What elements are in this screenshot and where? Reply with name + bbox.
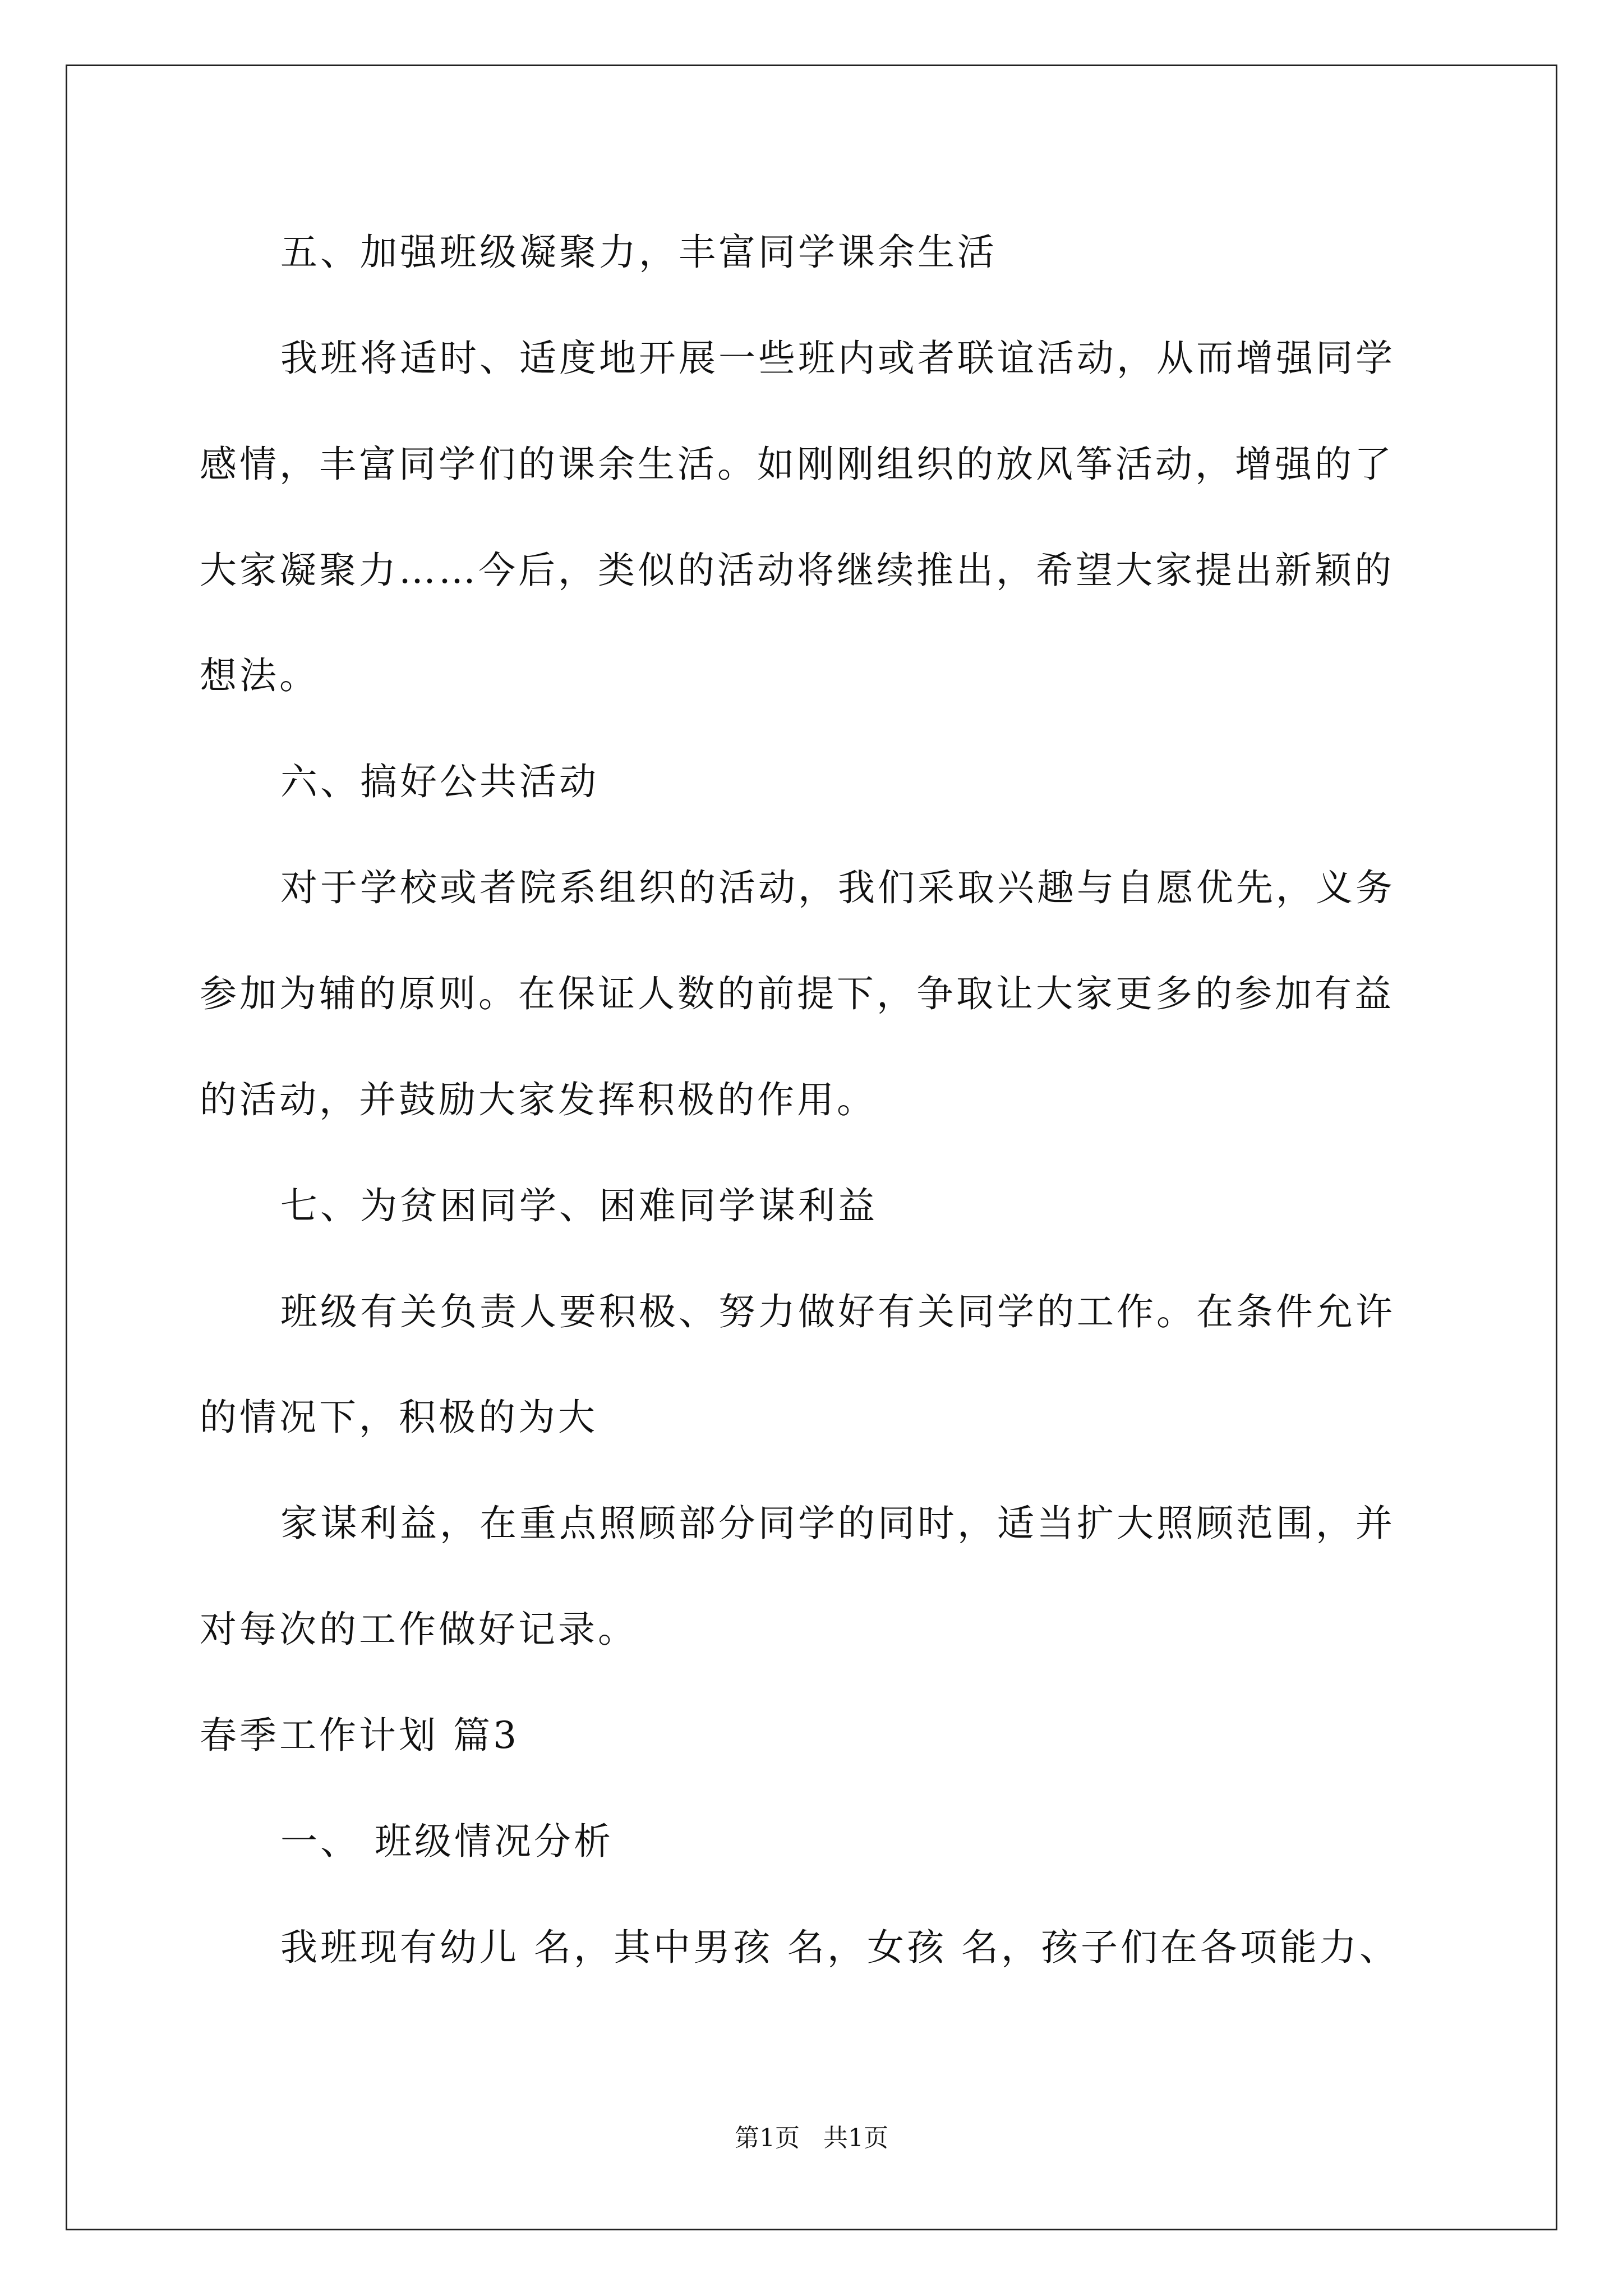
paragraph-line: 对每次的工作做好记录。 (200, 1608, 638, 1651)
paragraph-line: 班级有关负责人要积极、努力做好有关同学的工作。在条件允许 (280, 1290, 1395, 1333)
paragraph-line: 感情，丰富同学们的课余生活。如刚刚组织的放风筝活动，增强的了 (200, 443, 1394, 486)
section-heading-1: 一、 班级情况分析 (280, 1820, 614, 1863)
paragraph-line: 想法。 (200, 654, 319, 697)
section-heading-5: 五、加强班级凝聚力，丰富同学课余生活 (280, 231, 997, 274)
paragraph-line: 我班现有幼儿 名，其中男孩 名，女孩 名，孩子们在各项能力、 (280, 1926, 1399, 1969)
paragraph-line: 家谋利益，在重点照顾部分同学的同时，适当扩大照顾范围，并 (280, 1502, 1395, 1545)
paragraph-line: 大家凝聚力……今后，类似的活动将继续推出，希望大家提出新颖的 (200, 549, 1394, 592)
section-heading-7: 七、为贫困同学、困难同学谋利益 (280, 1184, 878, 1227)
article-title: 春季工作计划 篇3 (200, 1714, 519, 1757)
paragraph-line: 的活动，并鼓励大家发挥积极的作用。 (200, 1078, 877, 1121)
paragraph-line: 对于学校或者院系组织的活动，我们采取兴趣与自愿优先，义务 (280, 866, 1395, 909)
paragraph-line: 的情况下，积极的为大 (200, 1396, 598, 1439)
page-border (66, 65, 1557, 2230)
paragraph-line: 参加为辅的原则。在保证人数的前提下，争取让大家更多的参加有益 (200, 972, 1394, 1015)
section-heading-6: 六、搞好公共活动 (280, 760, 599, 803)
page-footer: 第1页 共1页 (735, 2124, 888, 2152)
paragraph-line: 我班将适时、适度地开展一些班内或者联谊活动，从而增强同学 (280, 337, 1395, 380)
